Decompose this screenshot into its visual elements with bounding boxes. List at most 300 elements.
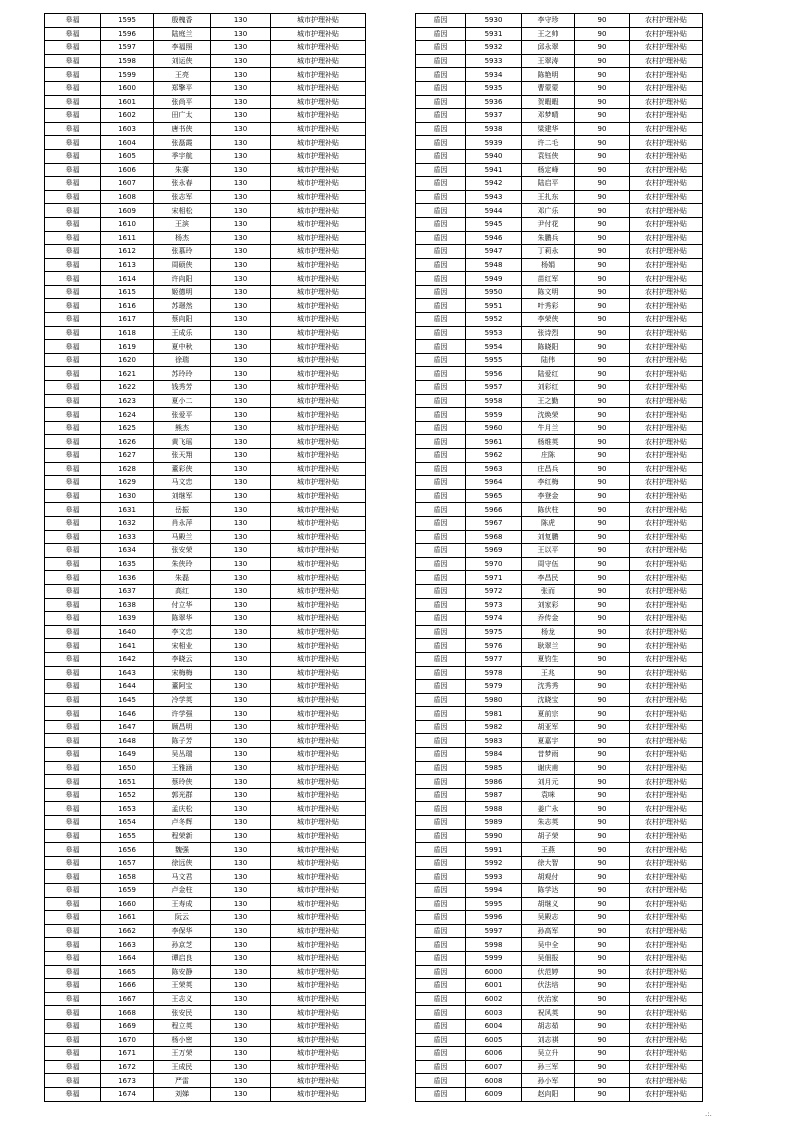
table-row: [416, 258, 703, 272]
name-cell: 李荣侠: [522, 313, 575, 327]
serial-cell: 5951: [466, 299, 522, 313]
name-cell: 刘运侠: [154, 54, 211, 68]
town-cell: 盾因: [416, 190, 466, 204]
subsidy-type-cell: 农村护理补贴: [630, 693, 703, 707]
table-row: [45, 435, 366, 449]
subsidy-type-cell: 城市护理补贴: [271, 367, 366, 381]
serial-cell: 5935: [466, 81, 522, 95]
table-row: [45, 557, 366, 571]
subsidy-amount-cell: 130: [211, 1060, 271, 1074]
subsidy-type-cell: 农村护理补贴: [630, 367, 703, 381]
serial-cell: 5931: [466, 27, 522, 41]
name-cell: 季宇航: [154, 149, 211, 163]
serial-cell: 6002: [466, 992, 522, 1006]
table-row: [416, 1047, 703, 1061]
subsidy-amount-cell: 90: [575, 217, 630, 231]
name-cell: 魏强: [154, 843, 211, 857]
name-cell: 谭启良: [154, 951, 211, 965]
subsidy-type-cell: 农村护理补贴: [630, 680, 703, 694]
subsidy-type-cell: 农村护理补贴: [630, 122, 703, 136]
subsidy-type-cell: 城市护理补贴: [271, 299, 366, 313]
serial-cell: 1654: [101, 816, 154, 830]
subsidy-amount-cell: 90: [575, 639, 630, 653]
table-row: [416, 299, 703, 313]
serial-cell: 6006: [466, 1047, 522, 1061]
subsidy-amount-cell: 90: [575, 734, 630, 748]
table-row: [416, 557, 703, 571]
serial-cell: 5933: [466, 54, 522, 68]
name-cell: 陆庭兰: [154, 27, 211, 41]
town-cell: 盾因: [416, 1019, 466, 1033]
serial-cell: 1660: [101, 897, 154, 911]
serial-cell: 1606: [101, 163, 154, 177]
serial-cell: 5943: [466, 190, 522, 204]
town-cell: 皋福: [45, 95, 101, 109]
table-row: [45, 1019, 366, 1033]
table-row: [45, 680, 366, 694]
table-row: [45, 544, 366, 558]
subsidy-type-cell: 农村护理补贴: [630, 272, 703, 286]
town-cell: 盾因: [416, 1047, 466, 1061]
town-cell: 皋福: [45, 652, 101, 666]
subsidy-type-cell: 城市护理补贴: [271, 462, 366, 476]
town-cell: 盾因: [416, 476, 466, 490]
subsidy-type-cell: 农村护理补贴: [630, 190, 703, 204]
subsidy-amount-cell: 90: [575, 489, 630, 503]
subsidy-amount-cell: 130: [211, 680, 271, 694]
town-cell: 皋福: [45, 1047, 101, 1061]
town-cell: 皋福: [45, 748, 101, 762]
table-row: [416, 1087, 703, 1101]
serial-cell: 1625: [101, 421, 154, 435]
subsidy-type-cell: 农村护理补贴: [630, 734, 703, 748]
serial-cell: 1672: [101, 1060, 154, 1074]
town-cell: 盾因: [416, 680, 466, 694]
serial-cell: 5967: [466, 516, 522, 530]
name-cell: 王成民: [154, 1060, 211, 1074]
table-row: [45, 652, 366, 666]
name-cell: 曹蒙蒙: [522, 81, 575, 95]
town-cell: 皋福: [45, 245, 101, 259]
serial-cell: 1650: [101, 761, 154, 775]
name-cell: 李守珍: [522, 14, 575, 28]
town-cell: 皋福: [45, 734, 101, 748]
table-row: [45, 285, 366, 299]
serial-cell: 1653: [101, 802, 154, 816]
town-cell: 皋福: [45, 897, 101, 911]
subsidy-amount-cell: 130: [211, 204, 271, 218]
table-row: [416, 340, 703, 354]
table-row: [416, 884, 703, 898]
name-cell: 黄飞瑶: [154, 435, 211, 449]
name-cell: 王燕: [522, 843, 575, 857]
name-cell: 张安荣: [154, 544, 211, 558]
subsidy-amount-cell: 130: [211, 802, 271, 816]
town-cell: 盾因: [416, 829, 466, 843]
name-cell: 陈学达: [522, 884, 575, 898]
subsidy-type-cell: 城市护理补贴: [271, 516, 366, 530]
town-cell: 盾因: [416, 951, 466, 965]
subsidy-amount-cell: 90: [575, 14, 630, 28]
subsidy-type-cell: 城市护理补贴: [271, 680, 366, 694]
table-row: [45, 326, 366, 340]
town-cell: 皋福: [45, 1019, 101, 1033]
name-cell: 陈子芳: [154, 734, 211, 748]
town-cell: 盾因: [416, 516, 466, 530]
table-row: [416, 149, 703, 163]
table-row: [416, 979, 703, 993]
table-row: [416, 27, 703, 41]
name-cell: 程荣新: [154, 829, 211, 843]
town-cell: 盾因: [416, 353, 466, 367]
subsidy-amount-cell: 130: [211, 1006, 271, 1020]
table-row: [45, 992, 366, 1006]
town-cell: 盾因: [416, 584, 466, 598]
subsidy-amount-cell: 130: [211, 109, 271, 123]
town-cell: 皋福: [45, 109, 101, 123]
subsidy-amount-cell: 130: [211, 897, 271, 911]
table-row: [416, 598, 703, 612]
name-cell: 朱赛: [154, 163, 211, 177]
town-cell: 皋福: [45, 435, 101, 449]
town-cell: 盾因: [416, 217, 466, 231]
table-row: [45, 394, 366, 408]
subsidy-amount-cell: 130: [211, 177, 271, 191]
town-cell: 盾因: [416, 503, 466, 517]
subsidy-amount-cell: 90: [575, 340, 630, 354]
name-cell: 付立华: [154, 598, 211, 612]
subsidy-type-cell: 农村护理补贴: [630, 816, 703, 830]
serial-cell: 5977: [466, 652, 522, 666]
subsidy-amount-cell: 130: [211, 462, 271, 476]
name-cell: 胡志茹: [522, 1019, 575, 1033]
table-row: [45, 1033, 366, 1047]
serial-cell: 1640: [101, 625, 154, 639]
serial-cell: 5958: [466, 394, 522, 408]
subsidy-type-cell: 城市护理补贴: [271, 557, 366, 571]
town-cell: 盾因: [416, 1033, 466, 1047]
serial-cell: 1667: [101, 992, 154, 1006]
subsidy-type-cell: 农村护理补贴: [630, 707, 703, 721]
name-cell: 胡子荣: [522, 829, 575, 843]
table-row: [45, 177, 366, 191]
town-cell: 皋福: [45, 843, 101, 857]
subsidy-type-cell: 城市护理补贴: [271, 449, 366, 463]
name-cell: 高红: [154, 584, 211, 598]
town-cell: 盾因: [416, 775, 466, 789]
subsidy-amount-cell: 90: [575, 938, 630, 952]
town-cell: 皋福: [45, 421, 101, 435]
town-cell: 皋福: [45, 149, 101, 163]
name-cell: 谢庆甫: [522, 761, 575, 775]
town-cell: 盾因: [416, 381, 466, 395]
name-cell: 伏治家: [522, 992, 575, 1006]
serial-cell: 6001: [466, 979, 522, 993]
name-cell: 王成乐: [154, 326, 211, 340]
serial-cell: 5987: [466, 788, 522, 802]
subsidy-amount-cell: 130: [211, 489, 271, 503]
serial-cell: 1623: [101, 394, 154, 408]
table-row: [416, 951, 703, 965]
table-row: [45, 1047, 366, 1061]
name-cell: 胡亚军: [522, 720, 575, 734]
table-row: [416, 612, 703, 626]
table-row: [416, 313, 703, 327]
subsidy-type-cell: 农村护理补贴: [630, 353, 703, 367]
name-cell: 夏小二: [154, 394, 211, 408]
serial-cell: 1600: [101, 81, 154, 95]
subsidy-amount-cell: 130: [211, 775, 271, 789]
town-cell: 盾因: [416, 1087, 466, 1101]
town-cell: 皋福: [45, 775, 101, 789]
table-row: [45, 109, 366, 123]
name-cell: 郭光群: [154, 788, 211, 802]
name-cell: 陆爱红: [522, 367, 575, 381]
name-cell: 姜广永: [522, 802, 575, 816]
subsidy-amount-cell: 130: [211, 571, 271, 585]
table-row: [45, 421, 366, 435]
town-cell: 皋福: [45, 81, 101, 95]
serial-cell: 1668: [101, 1006, 154, 1020]
serial-cell: 5955: [466, 353, 522, 367]
subsidy-amount-cell: 130: [211, 1087, 271, 1101]
name-cell: 李登金: [522, 489, 575, 503]
subsidy-amount-cell: 90: [575, 313, 630, 327]
town-cell: 盾因: [416, 394, 466, 408]
subsidy-amount-cell: 130: [211, 503, 271, 517]
subsidy-amount-cell: 130: [211, 639, 271, 653]
table-row: [416, 353, 703, 367]
subsidy-type-cell: 农村护理补贴: [630, 1006, 703, 1020]
town-cell: 盾因: [416, 245, 466, 259]
town-cell: 盾因: [416, 530, 466, 544]
subsidy-amount-cell: 90: [575, 109, 630, 123]
name-cell: 陈虎: [522, 516, 575, 530]
serial-cell: 1649: [101, 748, 154, 762]
subsidy-type-cell: 农村护理补贴: [630, 571, 703, 585]
serial-cell: 5939: [466, 136, 522, 150]
name-cell: 张爱平: [154, 408, 211, 422]
subsidy-type-cell: 城市护理补贴: [271, 924, 366, 938]
subsidy-amount-cell: 130: [211, 54, 271, 68]
table-row: [45, 231, 366, 245]
subsidy-type-cell: 农村护理补贴: [630, 503, 703, 517]
table-row: [416, 965, 703, 979]
town-cell: 盾因: [416, 81, 466, 95]
subsidy-type-cell: 城市护理补贴: [271, 95, 366, 109]
subsidy-type-cell: 城市护理补贴: [271, 1047, 366, 1061]
town-cell: 盾因: [416, 598, 466, 612]
serial-cell: 5982: [466, 720, 522, 734]
town-cell: 皋福: [45, 992, 101, 1006]
serial-cell: 1622: [101, 381, 154, 395]
table-row: [416, 435, 703, 449]
serial-cell: 5980: [466, 693, 522, 707]
serial-cell: 5930: [466, 14, 522, 28]
table-row: [45, 95, 366, 109]
town-cell: 盾因: [416, 965, 466, 979]
subsidy-amount-cell: 90: [575, 1060, 630, 1074]
town-cell: 皋福: [45, 938, 101, 952]
name-cell: 卢冬辉: [154, 816, 211, 830]
town-cell: 皋福: [45, 163, 101, 177]
name-cell: 顾昌明: [154, 720, 211, 734]
table-row: [416, 897, 703, 911]
town-cell: 盾因: [416, 924, 466, 938]
town-cell: 盾因: [416, 449, 466, 463]
subsidy-amount-cell: 90: [575, 353, 630, 367]
name-cell: 许二毛: [522, 136, 575, 150]
serial-cell: 5993: [466, 870, 522, 884]
town-cell: 盾因: [416, 734, 466, 748]
name-cell: 李文忠: [154, 625, 211, 639]
town-cell: 盾因: [416, 761, 466, 775]
name-cell: 王荣英: [154, 979, 211, 993]
table-row: [416, 1006, 703, 1020]
name-cell: 吴殿志: [522, 911, 575, 925]
subsidy-type-cell: 城市护理补贴: [271, 204, 366, 218]
subsidy-amount-cell: 130: [211, 516, 271, 530]
subsidy-amount-cell: 130: [211, 340, 271, 354]
serial-cell: 1608: [101, 190, 154, 204]
name-cell: 孙小军: [522, 1074, 575, 1088]
town-cell: 皋福: [45, 884, 101, 898]
town-cell: 皋福: [45, 911, 101, 925]
subsidy-type-cell: 城市护理补贴: [271, 122, 366, 136]
name-cell: 卢金柱: [154, 884, 211, 898]
table-row: [416, 992, 703, 1006]
serial-cell: 5972: [466, 584, 522, 598]
subsidy-amount-cell: 90: [575, 190, 630, 204]
subsidy-type-cell: 城市护理补贴: [271, 652, 366, 666]
serial-cell: 5949: [466, 272, 522, 286]
name-cell: 赵向阳: [522, 1087, 575, 1101]
subsidy-amount-cell: 90: [575, 54, 630, 68]
serial-cell: 1616: [101, 299, 154, 313]
name-cell: 许向阳: [154, 272, 211, 286]
name-cell: 张诗烈: [522, 326, 575, 340]
serial-cell: 1662: [101, 924, 154, 938]
subsidy-type-cell: 农村护理补贴: [630, 1087, 703, 1101]
subsidy-type-cell: 城市护理补贴: [271, 285, 366, 299]
table-row: [45, 163, 366, 177]
town-cell: 盾因: [416, 979, 466, 993]
name-cell: 袁咪: [522, 788, 575, 802]
subsidy-amount-cell: 130: [211, 557, 271, 571]
name-cell: 郑擎平: [154, 81, 211, 95]
table-row: [45, 299, 366, 313]
subsidy-amount-cell: 90: [575, 326, 630, 340]
subsidy-type-cell: 农村护理补贴: [630, 299, 703, 313]
table-row: [416, 775, 703, 789]
town-cell: 盾因: [416, 27, 466, 41]
subsidy-type-cell: 城市护理补贴: [271, 272, 366, 286]
name-cell: 祝风英: [522, 1006, 575, 1020]
name-cell: 刘继军: [154, 489, 211, 503]
subsidy-amount-cell: 90: [575, 680, 630, 694]
name-cell: 王兆: [522, 666, 575, 680]
table-row: [416, 231, 703, 245]
town-cell: 皋福: [45, 190, 101, 204]
name-cell: 严雷: [154, 1074, 211, 1088]
town-cell: 盾因: [416, 1006, 466, 1020]
name-cell: 张慕玲: [154, 245, 211, 259]
town-cell: 皋福: [45, 1060, 101, 1074]
name-cell: 陈晓阳: [522, 340, 575, 354]
town-cell: 皋福: [45, 720, 101, 734]
serial-cell: 1612: [101, 245, 154, 259]
town-cell: 皋福: [45, 41, 101, 55]
table-row: [45, 81, 366, 95]
serial-cell: 1664: [101, 951, 154, 965]
town-cell: 皋福: [45, 299, 101, 313]
serial-cell: 5965: [466, 489, 522, 503]
name-cell: 肖永萍: [154, 516, 211, 530]
subsidy-amount-cell: 90: [575, 95, 630, 109]
subsidy-type-cell: 农村护理补贴: [630, 1047, 703, 1061]
serial-cell: 5941: [466, 163, 522, 177]
serial-cell: 5998: [466, 938, 522, 952]
subsidy-type-cell: 农村护理补贴: [630, 1074, 703, 1088]
serial-cell: 5932: [466, 41, 522, 55]
town-cell: 盾因: [416, 408, 466, 422]
subsidy-amount-cell: 90: [575, 81, 630, 95]
subsidy-amount-cell: 130: [211, 584, 271, 598]
subsidy-type-cell: 城市护理补贴: [271, 149, 366, 163]
subsidy-amount-cell: 90: [575, 27, 630, 41]
serial-cell: 1658: [101, 870, 154, 884]
subsidy-type-cell: 城市护理补贴: [271, 748, 366, 762]
subsidy-amount-cell: 130: [211, 272, 271, 286]
subsidy-type-cell: 城市护理补贴: [271, 788, 366, 802]
subsidy-type-cell: 农村护理补贴: [630, 1019, 703, 1033]
subsidy-type-cell: 城市护理补贴: [271, 856, 366, 870]
subsidy-type-cell: 城市护理补贴: [271, 693, 366, 707]
right-roster-body: [416, 14, 703, 1102]
subsidy-type-cell: 城市护理补贴: [271, 897, 366, 911]
subsidy-type-cell: 城市护理补贴: [271, 965, 366, 979]
subsidy-amount-cell: 130: [211, 149, 271, 163]
subsidy-type-cell: 城市护理补贴: [271, 1019, 366, 1033]
serial-cell: 5988: [466, 802, 522, 816]
subsidy-type-cell: 城市护理补贴: [271, 530, 366, 544]
subsidy-type-cell: 城市护理补贴: [271, 938, 366, 952]
town-cell: 盾因: [416, 544, 466, 558]
subsidy-type-cell: 城市护理补贴: [271, 489, 366, 503]
town-cell: 盾因: [416, 326, 466, 340]
subsidy-amount-cell: 90: [575, 843, 630, 857]
name-cell: 乔传金: [522, 612, 575, 626]
serial-cell: 5990: [466, 829, 522, 843]
town-cell: 盾因: [416, 666, 466, 680]
name-cell: 吴佃报: [522, 951, 575, 965]
table-row: [416, 163, 703, 177]
town-cell: 盾因: [416, 299, 466, 313]
subsidy-type-cell: 农村护理补贴: [630, 530, 703, 544]
serial-cell: 5969: [466, 544, 522, 558]
town-cell: 皋福: [45, 816, 101, 830]
serial-cell: 1648: [101, 734, 154, 748]
town-cell: 盾因: [416, 204, 466, 218]
subsidy-type-cell: 城市护理补贴: [271, 1060, 366, 1074]
serial-cell: 5996: [466, 911, 522, 925]
table-row: [45, 217, 366, 231]
subsidy-amount-cell: 90: [575, 557, 630, 571]
subsidy-type-cell: 城市护理补贴: [271, 394, 366, 408]
table-row: [45, 693, 366, 707]
serial-cell: 1665: [101, 965, 154, 979]
name-cell: 蔡向阳: [154, 313, 211, 327]
